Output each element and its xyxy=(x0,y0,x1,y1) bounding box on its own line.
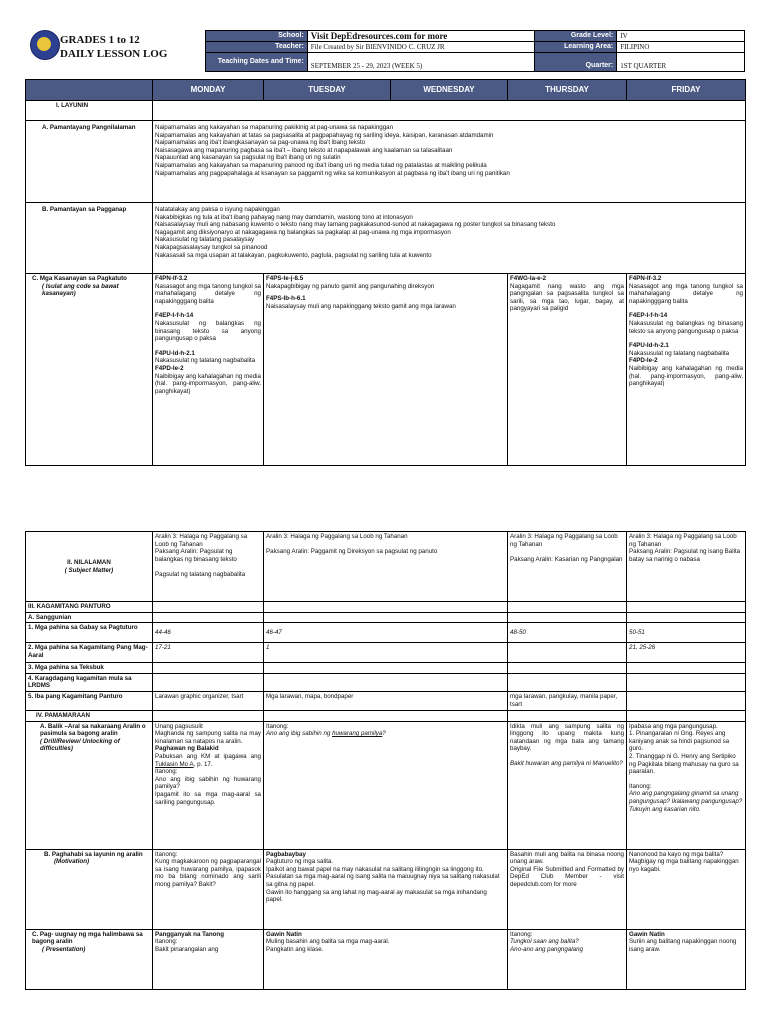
day-header-thursday: THURSDAY xyxy=(508,80,627,101)
grade-level-label: Grade Level: xyxy=(535,31,617,42)
text-line: Basahin muli ang balita na binasa noong unang araw. xyxy=(510,850,625,866)
empty-cell xyxy=(627,663,746,674)
nilalaman-tuesday-wednesday: Aralin 3: Halaga ng Paggalang sa Loob ng Tahanan Paksang Aralin: Paggamit ng Direksyon sa pagsulat ng panuto xyxy=(264,532,508,602)
text-line: Ipagamit ito sa mga mag-aaral sa sariling pangungusap. xyxy=(155,790,261,806)
grade-level-value: IV xyxy=(617,31,745,42)
pamantayan-pagganap-cell xyxy=(153,203,746,274)
competency-text: Nakasusulat ng talatang nagbabalita xyxy=(629,349,730,357)
kagamitan-label: III. KAGAMITANG PANTURO xyxy=(26,602,153,613)
text-line: Magbigay ng mga balitang napakinggan nyo kagabi. xyxy=(629,858,739,873)
text-line: Itanong: xyxy=(155,850,178,858)
layunin-label: I. LAYUNIN xyxy=(26,101,153,121)
nilalaman-sub: ( Subject Matter) xyxy=(64,566,114,574)
paghahabi-thursday xyxy=(508,849,627,929)
competency-text: Nasasagot ang mga tanong tungkol sa mahahalagang detalye ng napakingggang balita xyxy=(629,282,743,305)
kasanayan-sub: ( Isulat ang code sa bawat kasanayan) xyxy=(42,282,119,298)
text-line: Gawin ito hanggang sa ang lahat ng mag-aaral ay makasulat sa mga inihandang papel. xyxy=(266,888,487,904)
text-span: huwarang pamilya xyxy=(332,730,383,738)
competency-code: F4PD-Ie-2 xyxy=(155,364,184,372)
text-span: Ano ang ibig sabihin ng xyxy=(266,730,333,738)
text-line: Tungkol saan ang balita? xyxy=(510,938,579,946)
text-line: Ano ang ibig sabihin ng huwarang pamilya? xyxy=(155,775,261,791)
text-span: , p. 17. xyxy=(193,760,213,768)
gabay-friday: 50-51 xyxy=(627,623,746,643)
text-line: Maghanda ng sampung salita na may kinalaman sa natapos na aralin. xyxy=(155,730,261,745)
text-line: Pangganyak na Tanong xyxy=(155,930,224,938)
iba-pang-monday: Larawan graphic organizer, tsart xyxy=(153,691,264,710)
lesson-log-table-1 xyxy=(25,79,746,466)
paguugnay-thursday xyxy=(508,929,627,989)
empty-cell xyxy=(153,602,264,613)
day-header-wednesday: WEDNESDAY xyxy=(391,80,508,101)
empty-cell xyxy=(264,602,508,613)
nilalaman-thursday: Aralin 3: Halaga ng Paggalang sa Loob ng Tahanan Paksang Aralin: Kasarian ng Pangngalan xyxy=(508,532,627,602)
text-line: Pagbabaybay xyxy=(266,850,306,858)
empty-cell xyxy=(627,612,746,623)
document-title xyxy=(60,33,167,61)
pamamaraan-label: IV. PAMAMARAAN xyxy=(26,710,153,721)
paguugnay-label-cell xyxy=(26,929,153,989)
pagganap-line: Naisasalaysay muli ang nabasang kuwento o teksto nang may tamang pagkakasunod-sunod at nakagagawa ng poster tungkol sa binasang teksto xyxy=(155,221,556,229)
paguugnay-friday xyxy=(627,929,746,989)
paguugnay-label: C. Pag- uugnay ng mga halimbawa sa bagong aralin xyxy=(32,930,143,946)
pamantayang-pangnilalaman-label: A. Pamantayang Pangnilalaman xyxy=(26,121,153,203)
competency-code: F4PU-Id-h-2.1 xyxy=(629,342,669,350)
title-line-1: GRADES 1 to 12 xyxy=(60,34,140,46)
kasanayan-label-cell xyxy=(26,274,153,466)
text-line: Itanong: xyxy=(155,768,178,776)
pamantayang-line: Naipamamalas ang kakayahan at tatas sa pagsasalita at pagpapahayag ng sariling ideya, kaisipan, karanasan atdamdamin xyxy=(155,131,494,139)
empty-cell xyxy=(508,710,627,721)
empty-cell xyxy=(627,673,746,691)
text-line: Original File Submitted and Formatted by DepEd Club Member - visit depedclub.com for more xyxy=(510,865,625,888)
text-line: Pagtuturo ng mga salita. xyxy=(266,858,334,866)
kagamitang-pang-monday: 17-21 xyxy=(153,643,264,663)
paghahabi-label-cell xyxy=(26,849,153,929)
text-span: Pabuksan ang KM at ipagawa ang xyxy=(155,752,261,760)
competency-text: Nakapagbibigay ng panuto gamit ang pangunahing direksyon xyxy=(266,282,435,290)
nilalaman-friday: Aralin 3: Halaga ng Paggalang sa Loob ng Tahanan Paksang Aralin: Pagsulat ng isang Balita batay sa narinig o nabasa xyxy=(627,532,746,602)
empty-cell xyxy=(153,710,264,721)
kasanayan-label: C. Mga Kasanayan sa Pagkatuto xyxy=(32,275,127,282)
text-line xyxy=(155,753,261,768)
teksbuk-label: 3. Mga pahina sa Teksbuk xyxy=(26,663,153,674)
school-value: Visit DepEdresources.com for more xyxy=(307,31,535,42)
empty-cell xyxy=(264,673,508,691)
balik-aral-thursday xyxy=(508,721,627,849)
text-line: Itanong: xyxy=(155,938,178,946)
competency-text: Nasasagot ang mga tanong tungkol sa mahahalagang detalye ng napakingggang balita xyxy=(155,282,261,305)
competency-text: Nakasusulat ng talatang nagbabalita xyxy=(155,357,256,365)
empty-cell xyxy=(264,612,508,623)
empty-cell xyxy=(153,673,264,691)
paguugnay-sub: ( Presentation) xyxy=(42,945,86,953)
kagamitang-pang-friday: 21, 25-26 xyxy=(627,643,746,663)
text-line: Itanong: xyxy=(266,722,289,730)
text-line: Ano ang pangngalang ginamit sa unang pangungusap? Ikalawang pangungusap? Tukuyin ang kasarian nito. xyxy=(629,790,743,813)
title-line-2: DAILY LESSON LOG xyxy=(60,48,168,60)
competency-code: F4PS-Ib-h-6.1 xyxy=(266,295,306,303)
competency-code: F4PN-If-3.2 xyxy=(629,275,662,282)
balik-aral-friday xyxy=(627,721,746,849)
pamantayang-line: Napauunlad ang kasanayan sa pagsulat ng iba't ibang uri ng sulatin xyxy=(155,154,341,162)
competency-text: Nakasusulat ng balangkas ng binasang teksto sa anyong pangungusap o paksa xyxy=(629,319,743,335)
text-line: Muling basahin ang balita sa mga mag-aaral. xyxy=(266,938,390,946)
pagganap-line: Nakasasali sa mga usapan at talakayan, pagkukuwento, pagtula, pagsulat ng sariling tula at kuwento xyxy=(155,251,432,259)
text-line: Unang pagsusulit xyxy=(155,722,203,730)
empty-cell xyxy=(508,612,627,623)
kasanayan-tuesday-wednesday xyxy=(264,274,508,466)
paghahabi-friday xyxy=(627,849,746,929)
text-line: Suriin ang balitang napakinggan noong isang araw. xyxy=(629,938,737,953)
pagganap-line: Nakabibigkas ng tula at iba't ibang pahayag nang may damdamin, wastong tono at intonasyon xyxy=(155,213,413,221)
empty-cell xyxy=(508,663,627,674)
competency-code: F4PS-Ie-j-8.5 xyxy=(266,275,304,282)
teacher-label: Teacher: xyxy=(206,42,308,53)
text-line: Ipabasa ang mga pangungusap. xyxy=(629,722,718,730)
day-header-tuesday: TUESDAY xyxy=(264,80,391,101)
empty-cell xyxy=(627,710,746,721)
text-line: Paghawan ng Balakid xyxy=(155,745,219,753)
nilalaman-monday: Aralin 3: Halaga ng Paggalang sa Loob ng Tahanan Paksang Aralin: Pagsulat ng balangkas ng binasang teksto Pagsulat ng talatang nagbabalita xyxy=(153,532,264,602)
balik-aral-tuesday xyxy=(264,721,508,849)
iba-pang-thursday: mga larawan, pangkulay, manila paper, tsart xyxy=(508,691,627,710)
empty-cell xyxy=(508,643,627,663)
karagdagang-label: 4. Karagdagang kagamitan mula sa LRDMS xyxy=(26,673,153,691)
text-line: Itanong: xyxy=(629,782,652,790)
text-line: 1. Pinangaralan ni Gng. Reyes ang kaniyang anak sa hindi pagsunod sa guro. xyxy=(629,730,730,753)
pamantayang-line: Naipamamalas ang pagpapahalaga at ksanayan sa paggamit ng wika sa komunikasyon at pagbasa ng iba't ibang uri ng panitikan xyxy=(155,169,510,177)
layunin-cell xyxy=(153,101,746,121)
sanggunian-label: A. Sanggunian xyxy=(26,612,153,623)
gabay-label: 1. Mga pahina sa Gabay sa Pagtuturo xyxy=(26,623,153,643)
text-line: Itanong: xyxy=(510,930,533,938)
text-line: Ipaikot ang bawat papel na may nakasulat na salitang ililingngin sa linggong ito. xyxy=(266,865,484,873)
pagganap-line: Nakapagsasalaysay tungkol sa pinanood xyxy=(155,243,268,251)
text-line xyxy=(266,730,505,738)
nilalaman-label: II. NILALAMAN xyxy=(67,558,111,566)
kagamitang-pang-tuesday: 1 xyxy=(264,643,508,663)
text-line: Bakit huwaran ang pamilya ni Manuelito? xyxy=(510,759,623,767)
balik-aral-sub: ( Drill/Review/ Unlocking of difficulties) xyxy=(40,737,120,753)
text-line: Kung magkakaroon ng pagpaparangal sa isang huwarang pamilya, ipapasok mo ba bilang nominado ang sarili mong pamilya? Bakit? xyxy=(155,858,261,888)
competency-text: Nakasusulat ng balangkas ng binasang teksto sa anyong pangungusap o paksa xyxy=(155,319,261,343)
teaching-dates-value: SEPTEMBER 25 - 29, 2023 (WEEK 5) xyxy=(307,53,535,72)
text-line: Pasulatan sa mga mag-aaral ng isang salita na maiuugnay niya sa salitang nakasulat sa gitna ng papel. xyxy=(266,873,500,888)
competency-text: Nagagamit nang wasto ang mga pangngalan sa pagsasalita tungkol sa sarili, sa mga tao, lugar, bagay, at pangyayari sa paligid xyxy=(510,282,624,313)
quarter-label: Quarter: xyxy=(535,53,617,72)
pamantayang-line: Naisasagawa ang mapanuring pagbasa sa iba't – ibang teksto at napapalawak ang kaalaman sa talasalitaan xyxy=(155,146,453,154)
kagamitang-pang-label: 2. Mga pahina sa Kagamitang Pang Mag-Aaral xyxy=(26,643,153,663)
text-line: Ano-ano ang pangngalang xyxy=(510,945,583,953)
gabay-thursday: 48-50 xyxy=(508,623,627,643)
pamantayan-pagganap-label: B. Pamantayan sa Pagganap xyxy=(26,203,153,274)
pagganap-line: Nakasusulat ng talatang pasalaysay xyxy=(155,236,255,244)
text-line: Pangkatin ang klase. xyxy=(266,945,324,953)
empty-cell xyxy=(153,612,264,623)
corner-header-cell xyxy=(26,80,153,101)
kasanayan-thursday xyxy=(508,274,627,466)
empty-cell xyxy=(508,602,627,613)
paguugnay-tuesday xyxy=(264,929,508,989)
lesson-log-table-2 xyxy=(25,531,746,990)
school-label: School: xyxy=(206,31,308,42)
competency-code: F4PN-If-3.2 xyxy=(155,275,188,282)
pamantayang-line: Naipamamalas ang kakayahan sa mapanuring panood ng iba't ibang uri ng media tulad ng patalastas at maikling pelikula xyxy=(155,161,487,169)
balik-aral-label-cell xyxy=(26,721,153,849)
iba-pang-label: 5. Iba pang Kagamitang Panturo xyxy=(26,691,153,710)
text-line: Gawin Natin xyxy=(266,930,302,938)
paghahabi-sub: (Motivation) xyxy=(54,858,90,866)
pagganap-line: Nagagamit ang diksiyonaryo at nakagagawa ng balangkas sa pagkalap at pag-unawa ng mga impormasyon xyxy=(155,228,451,236)
empty-cell xyxy=(508,673,627,691)
empty-cell xyxy=(627,602,746,613)
empty-cell xyxy=(153,663,264,674)
teaching-dates-label: Teaching Dates and Time: xyxy=(206,53,308,72)
competency-text: Naisasalaysay muli ang napakinggang teksto gamit ang mga larawan xyxy=(266,302,456,310)
paghahabi-label: B. Paghahabi sa layunin ng aralin xyxy=(44,850,143,858)
empty-cell xyxy=(264,663,508,674)
pagganap-line: Natatalakay ang paksa o isyung napakinggan xyxy=(155,206,280,213)
header-info-table xyxy=(205,30,745,72)
nilalaman-label-cell xyxy=(26,532,153,602)
competency-text: Naibibigay ang kahalagahan ng media (hal. pang-impormasyon, pang-aliw, panghikayat) xyxy=(629,364,743,388)
empty-cell xyxy=(264,710,508,721)
iba-pang-tuesday: Mga larawan, mapa, bondpaper xyxy=(264,691,508,710)
text-line: Idikta muli ang sampung salita ng linggong ito upang makita kung natandaan ng mga bata ang tamang baybay. xyxy=(510,722,625,753)
paguugnay-monday xyxy=(153,929,264,989)
text-span: ? xyxy=(382,730,386,738)
day-header-friday: FRIDAY xyxy=(627,80,746,101)
empty-cell xyxy=(627,691,746,710)
competency-code: F4WG-Ia-e-2 xyxy=(510,275,547,282)
competency-text: Naibibigay ang kahalagahan ng media (hal. pang-impormasyon, pang-aliw, panghikayat) xyxy=(155,372,261,395)
pamantayang-pangnilalaman-cell xyxy=(153,121,746,203)
competency-code: F4PD-Ie-2 xyxy=(629,357,658,365)
gabay-tuesday: 46-47 xyxy=(264,623,508,643)
kasanayan-friday xyxy=(627,274,746,466)
competency-code: F4PU-Id-h-2.1 xyxy=(155,349,195,357)
learning-area-value: FILIPINO xyxy=(617,42,745,53)
gabay-monday: 44-46 xyxy=(153,623,264,643)
competency-code: F4EP-I-f-h-14 xyxy=(155,312,194,320)
pamantayang-line: Naipamamalas ang iba't ibangkasanayan sa pag-unawa ng iba't ibang teksto xyxy=(155,139,366,147)
quarter-value: 1ST QUARTER xyxy=(617,53,745,72)
competency-code: F4EP-I-f-h-14 xyxy=(629,312,668,320)
text-line: Gawin Natin xyxy=(629,930,665,938)
tuklasin-link-text: Tuklasin Mo A xyxy=(155,760,194,768)
teacher-value: File Created by Sir BIENVINIDO C. CRUZ JR xyxy=(307,42,535,53)
day-header-monday: MONDAY xyxy=(153,80,264,101)
text-line: Bakit pinarangalan ang xyxy=(155,945,219,953)
paghahabi-monday xyxy=(153,849,264,929)
pamantayang-line: Naipamamalas ang kakayahan sa mapanuring pakikinig at pag-unawa sa napakinggan xyxy=(155,124,394,131)
balik-aral-label: A. Balik –Aral sa nakaraang Aralin o pasimula sa bagong aralin xyxy=(40,722,146,738)
balik-aral-monday xyxy=(153,721,264,849)
text-line: Nanonood ba kayo ng mga balita? xyxy=(629,850,724,858)
learning-area-label: Learning Area: xyxy=(535,42,617,53)
kasanayan-monday xyxy=(153,274,264,466)
deped-seal-logo xyxy=(30,30,60,60)
paghahabi-tuesday xyxy=(264,849,508,929)
text-line: 2. Tinanggap ni G. Henry ang Sertipiko ng Pagkilala bilang mahusay na guro sa paaralan. xyxy=(629,752,739,776)
